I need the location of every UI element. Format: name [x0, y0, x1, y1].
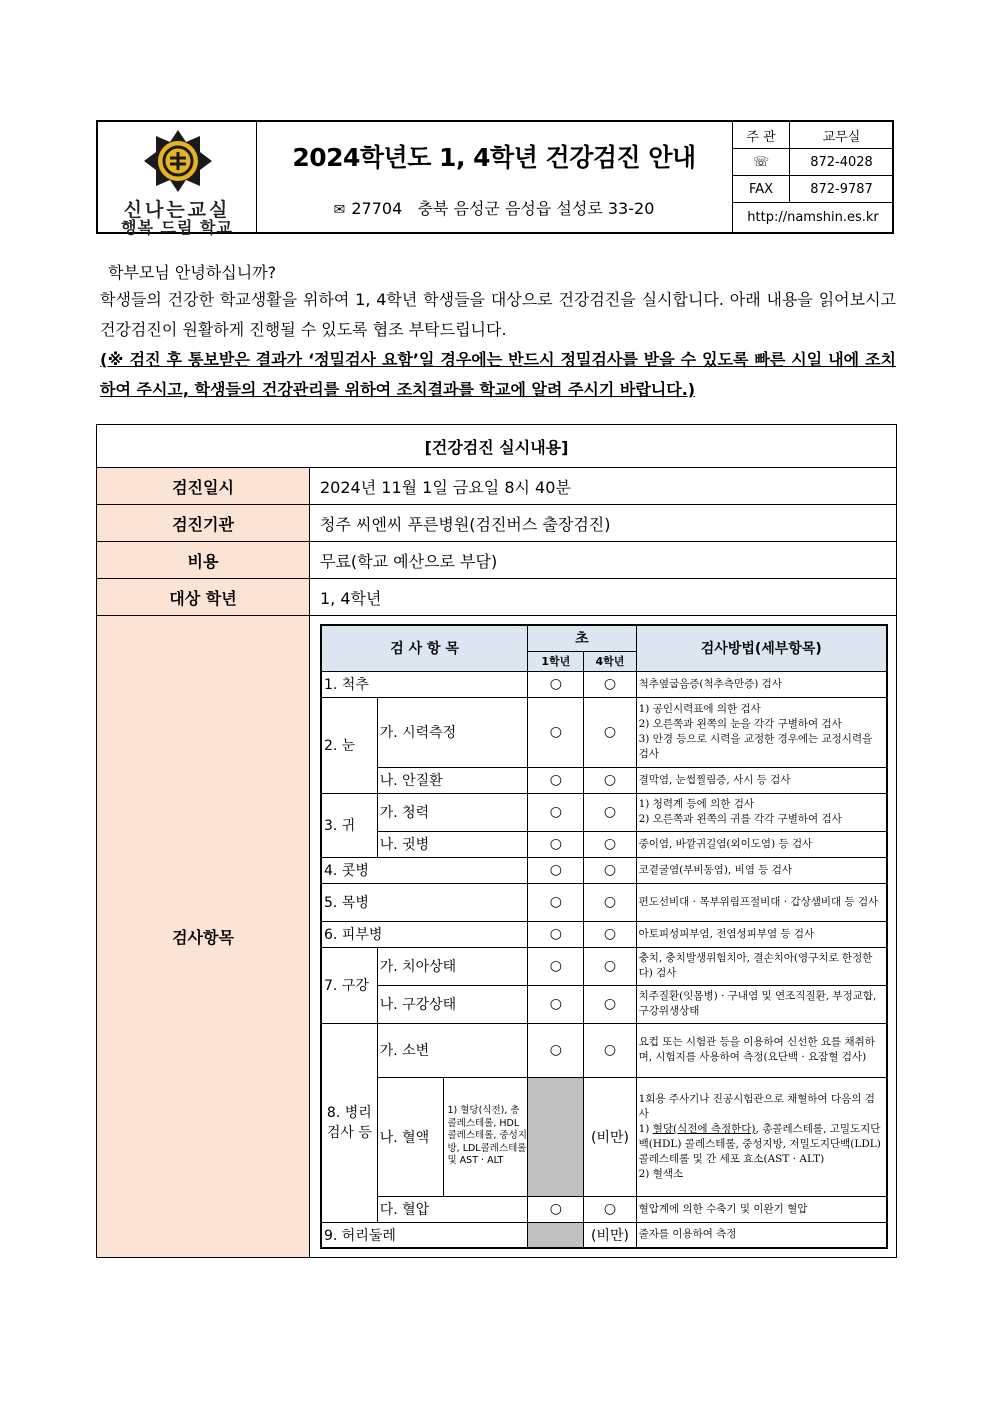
grade4-mark: ○ [584, 883, 636, 921]
method-line: 2) 혈색소 [638, 1167, 684, 1180]
subitem: 가. 소변 [377, 1023, 528, 1077]
notice-paragraph: (※ 검진 후 통보받은 결과가 ‘정밀검사 요함’일 경우에는 반드시 정밀검사를 받을 수 있도록 빠른 시일 내에 조치하여 주시고, 학생들의 건강관리를 위하여 조치결과를 학교에 알려 주시기 바랍니다.) [100, 350, 896, 399]
title-area [256, 122, 732, 232]
method-text: 코곁굴염(부비동염), 비염 등 검사 [636, 857, 887, 883]
subitem: 나. 안질환 [377, 767, 528, 793]
subitem: 가. 시력측정 [377, 697, 528, 767]
grade4-mark: ○ [584, 671, 636, 697]
method-text: 아토피성피부염, 전염성피부염 등 검사 [636, 921, 887, 947]
method-text: 척추옆굽음증(척추측만증) 검사 [636, 671, 887, 697]
info-label: 검진기관 [97, 505, 310, 542]
info-value: 1, 4학년 [310, 579, 897, 616]
grade4-mark: ○ [584, 1023, 636, 1077]
school-emblem-icon [142, 128, 214, 194]
contact-row-phone [733, 149, 893, 176]
contact-key: 주 관 [733, 122, 790, 148]
method-prefix: 1) [638, 1122, 653, 1135]
grade1-mark: ○ [528, 831, 584, 857]
contact-row-fax [733, 176, 893, 203]
fax-number: 872-9787 [810, 181, 873, 197]
section-title: [건강검진 실시내용] [97, 425, 897, 468]
grade4-mark: ○ [584, 793, 636, 831]
checkup-info-table [96, 424, 897, 1258]
method-text: 결막염, 눈썹찔림증, 사시 등 검사 [636, 767, 887, 793]
grade1-shaded [528, 1077, 584, 1196]
logo-text-top: 신나는교실 [123, 199, 231, 221]
grade4-mark: ○ [584, 1196, 636, 1222]
method-underlined: 혈당(식전에 측정한다) [652, 1122, 756, 1135]
school-address [256, 196, 732, 219]
info-value: 무료(학교 예산으로 부담) [310, 542, 897, 579]
item-oral: 7. 구강 [321, 947, 377, 1023]
grade4-mark: ○ [584, 985, 636, 1023]
method-line: 1) 공인시력표에 의한 검사 [638, 703, 761, 715]
exam-items-cell [310, 616, 897, 1258]
grade4-mark: ○ [584, 921, 636, 947]
grade4-mark: ○ [584, 947, 636, 985]
subitem-blood [377, 1077, 528, 1196]
method-text: 중이염, 바깥귀길염(외이도염) 등 검사 [636, 831, 887, 857]
grade1-mark: ○ [528, 671, 584, 697]
address-text: 27704 충북 음성군 음성읍 설성로 33-20 [351, 199, 655, 218]
method-text [636, 1077, 887, 1196]
logo-text-bottom: 행복 드림 학교 [121, 218, 233, 237]
contact-info [732, 122, 893, 232]
grade4-obesity-only: (비만) [584, 1222, 636, 1248]
method-text: 줄자를 이용하여 측정 [636, 1222, 887, 1248]
blood-test-list: 1) 혈당(식전), 총콜레스테롤, HDL콜레스테롤, 중성지방, LDL콜레스테롤 및 AST · ALT [443, 1078, 527, 1196]
contact-value: 교무실 [822, 129, 861, 145]
postal-icon: ✉ [333, 202, 346, 218]
grade1-mark: ○ [528, 883, 584, 921]
info-label-items: 검사항목 [97, 616, 310, 1258]
school-logo [98, 122, 257, 237]
grade1-mark: ○ [528, 1023, 584, 1077]
col-header-item: 검 사 항 목 [321, 625, 528, 671]
col-header-grade4: 4학년 [584, 651, 636, 671]
exam-items-table [320, 624, 888, 1249]
item-pathology: 8. 병리검사 등 [321, 1023, 377, 1222]
grade1-mark: ○ [528, 947, 584, 985]
subitem: 나. 귓병 [377, 831, 528, 857]
grade4-obesity-only: (비만) [584, 1077, 636, 1196]
subitem: 나. 혈액 [379, 1129, 430, 1146]
method-suffix: , 총콜레스테롤, 고밀도지단백(HDL) 콜레스테롤, 중성지방, 저밀도지단백(LDL) 콜레스테롤 및 간 세포 효소(AST · ALT) [638, 1122, 881, 1165]
method-line: 2) 오른쪽과 왼쪽의 눈을 각각 구별하여 검사 [638, 718, 842, 730]
grade4-mark: ○ [584, 697, 636, 767]
method-text: 혈압계에 의한 수축기 및 이완기 혈압 [636, 1196, 887, 1222]
contact-key: FAX [733, 176, 790, 202]
document-header [96, 120, 894, 237]
phone-number: 872-4028 [810, 154, 873, 170]
grade1-mark: ○ [528, 857, 584, 883]
item-throat: 5. 목병 [321, 883, 528, 921]
method-line: 1회용 주사기나 진공시험관으로 채혈하여 다음의 검사 [638, 1092, 875, 1120]
method-text: 충치, 충치발생위험치아, 결손치아(영구치로 한정한다) 검사 [636, 947, 887, 985]
grade4-mark: ○ [584, 857, 636, 883]
info-value: 2024년 11월 1일 금요일 8시 40분 [310, 468, 897, 505]
col-header-method: 검사방법(세부항목) [636, 625, 887, 671]
method-text: 치주질환(잇몸병) · 구내염 및 연조직질환, 부정교합, 구강위생상태 [636, 985, 887, 1023]
item-nose: 4. 콧병 [321, 857, 528, 883]
grade1-mark: ○ [528, 767, 584, 793]
page-title: 2024학년도 1, 4학년 건강검진 안내 [292, 143, 696, 172]
subitem: 가. 청력 [377, 793, 528, 831]
info-label: 대상 학년 [97, 579, 310, 616]
grade1-shaded [528, 1222, 584, 1248]
method-text [636, 697, 887, 767]
method-line: 2) 오른쪽과 왼쪽의 귀를 각각 구별하여 검사 [638, 813, 842, 825]
grade1-mark: ○ [528, 1196, 584, 1222]
col-header-elementary: 초 [528, 625, 636, 651]
grade1-mark: ○ [528, 985, 584, 1023]
method-line: 1) 청력계 등에 의한 검사 [638, 798, 754, 810]
subitem: 다. 혈압 [377, 1196, 528, 1222]
grade4-mark: ○ [584, 831, 636, 857]
method-text: 편도선비대 · 목부위림프절비대 · 갑상샘비대 등 검사 [636, 883, 887, 921]
item-waist: 9. 허리둘레 [321, 1222, 528, 1248]
intro-paragraph: 학생들의 건강한 학교생활을 위하여 1, 4학년 학생들을 대상으로 건강검진을 실시합니다. 아래 내용을 읽어보시고 건강검진이 원활하게 진행될 수 있도록 협조 부탁드립니다. [100, 290, 896, 339]
item-spine: 1. 척추 [321, 671, 528, 697]
info-value: 청주 씨엔씨 푸른병원(검진버스 출장검진) [310, 505, 897, 542]
grade1-mark: ○ [528, 793, 584, 831]
col-header-grade1: 1학년 [528, 651, 584, 671]
method-text [636, 793, 887, 831]
item-skin: 6. 피부병 [321, 921, 528, 947]
subitem: 나. 구강상태 [377, 985, 528, 1023]
method-line: 3) 안경 등으로 시력을 교정한 경우에는 교정시력을 검사 [638, 733, 873, 760]
website-link[interactable]: http://namshin.es.kr [747, 210, 879, 225]
method-text: 요컵 또는 시험관 등을 이용하여 신선한 요를 채취하며, 시험지를 사용하여 측정(요단백 · 요잠혈 검사) [636, 1023, 887, 1077]
item-eye: 2. 눈 [321, 697, 377, 793]
info-label: 비용 [97, 542, 310, 579]
grade1-mark: ○ [528, 697, 584, 767]
grade1-mark: ○ [528, 921, 584, 947]
contact-row-website [733, 203, 893, 232]
subitem: 가. 치아상태 [377, 947, 528, 985]
contact-row-department [733, 122, 893, 149]
greeting: 학부모님 안녕하십니까? [108, 263, 277, 282]
info-label: 검진일시 [97, 468, 310, 505]
grade4-mark: ○ [584, 767, 636, 793]
phone-icon: ☏ [733, 149, 790, 175]
item-ear: 3. 귀 [321, 793, 377, 857]
method-line [639, 1122, 884, 1167]
